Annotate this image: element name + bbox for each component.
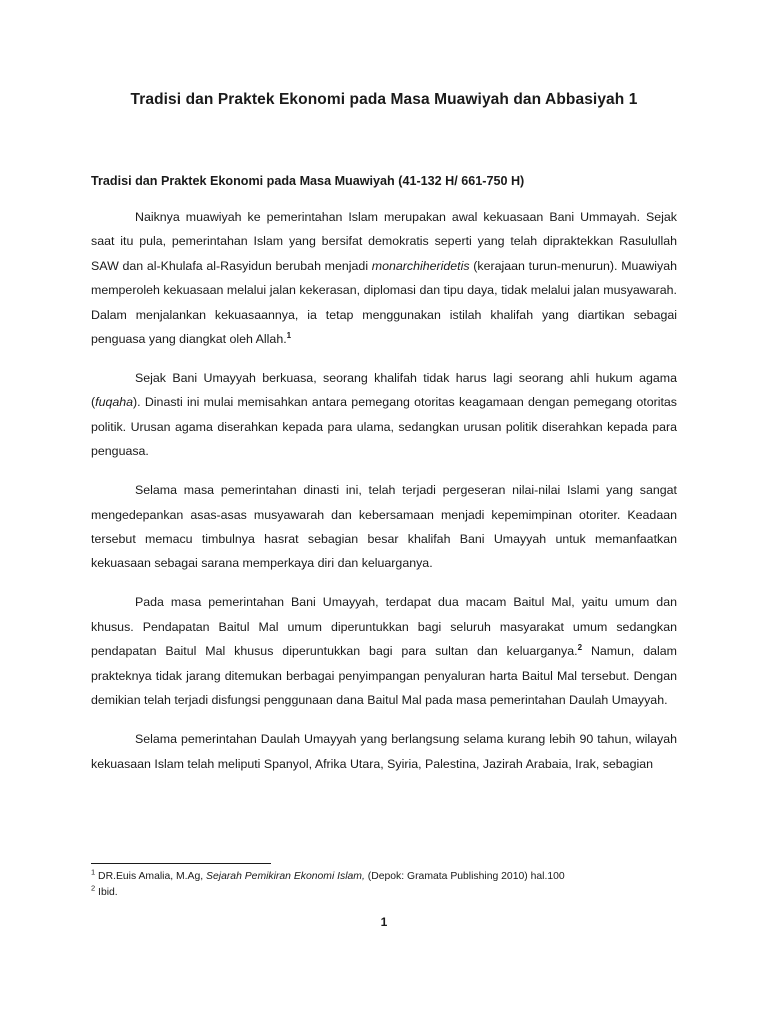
paragraph-1 <box>91 205 677 351</box>
footnotes <box>91 869 677 900</box>
footnote-2-marker: 2 <box>91 883 96 893</box>
paragraph-2 <box>91 366 677 464</box>
paragraph-1-text-b: (kerajaan turun-menurun). Muawiyah memperoleh kekuasaan melalui jalan kekerasan, diplomasi dan tipu daya, tidak melalui jalan musyawarah. Dalam menjalankan kekuasaannya, ia tetap menggunakan istilah khalifah yang diartikan sebagai penguasa yang diangkat oleh Allah. <box>91 258 677 347</box>
footnote-1-text-b: (Depok: Gramata Publishing 2010) hal.100 <box>364 871 565 882</box>
footnote-2 <box>91 885 677 901</box>
paragraph-1-italic-term: monarchiheridetis <box>371 258 470 273</box>
paragraph-4-text-a: Pada masa pemerintahan Bani Umayyah, terdapat dua macam Baitul Mal, yaitu umum dan khusus. Pendapatan Baitul Mal umum diperuntukkan bagi seluruh masyarakat umum sedangkan pendapatan Baitul Mal khusus diperuntukkan bagi para sultan dan keluarganya. <box>91 595 677 659</box>
document-title: Tradisi dan Praktek Ekonomi pada Masa Muawiyah dan Abbasiyah 1 <box>130 91 638 108</box>
paragraph-2-italic-term: fuqaha <box>95 395 134 410</box>
paragraph-2-text-a: Sejak Bani Umayyah berkuasa, seorang khalifah tidak harus lagi seorang ahli hukum agama ( <box>91 371 677 410</box>
footnote-ref-1: 1 <box>286 330 292 340</box>
footnote-1-book-title: Sejarah Pemikiran Ekonomi Islam, <box>206 871 365 882</box>
paragraph-2-text-b: ). Dinasti ini mulai memisahkan antara pemegang otoritas keagamaan dengan pemegang otoritas politik. Urusan agama diserahkan kepada para ulama, sedangkan urusan politik diserahkan kepada para penguasa. <box>91 395 677 459</box>
footnote-separator <box>91 863 271 864</box>
footnote-1 <box>91 869 677 885</box>
paragraph-3: Selama masa pemerintahan dinasti ini, telah terjadi pergeseran nilai-nilai Islami yang sangat mengedepankan asas-asas musyawarah dan kebersamaan menjadi kepemimpinan otoriter. Keadaan tersebut memacu timbulnya hasrat sebagian besar khalifah Bani Umayyah untuk memanfaatkan kekuasaan sebagai sarana memperkaya diri dan keluarganya. <box>91 483 677 571</box>
footnote-1-text-a: DR.Euis Amalia, M.Ag, <box>95 871 207 882</box>
paragraph-4 <box>91 590 677 712</box>
paragraph-1-text-a: Naiknya muawiyah ke pemerintahan Islam merupakan awal kekuasaan Bani Ummayah. Sejak saat itu pula, pemerintahan Islam yang bersifat demokratis seperti yang telah dipraktekkan Rasulullah SAW dan al-Khulafa al-Rasyidun berubah menjadi <box>91 210 677 273</box>
paragraph-4-text-b: Namun, dalam prakteknya tidak jarang ditemukan berbagai penyimpangan penyaluran harta Baitul Mal tersebut. Dengan demikian telah terjadi disfungsi penggunaan dana Baitul Mal pada masa pemerintahan Daulah Umayyah. <box>91 644 677 708</box>
section-heading: Tradisi dan Praktek Ekonomi pada Masa Muawiyah (41-132 H/ 661-750 H) <box>91 174 525 188</box>
footnote-2-text: Ibid. <box>95 886 118 898</box>
footnote-ref-2: 2 <box>577 643 583 653</box>
paragraph-5: Selama pemerintahan Daulah Umayyah yang berlangsung selama kurang lebih 90 tahun, wilayah kekuasaan Islam telah meliputi Spanyol, Afrika Utara, Syiria, Palestina, Jazirah Arabaia, Irak, sebagian <box>91 732 677 771</box>
body-text <box>91 205 677 776</box>
footnote-1-marker: 1 <box>91 867 96 877</box>
page-number: 1 <box>380 915 388 929</box>
